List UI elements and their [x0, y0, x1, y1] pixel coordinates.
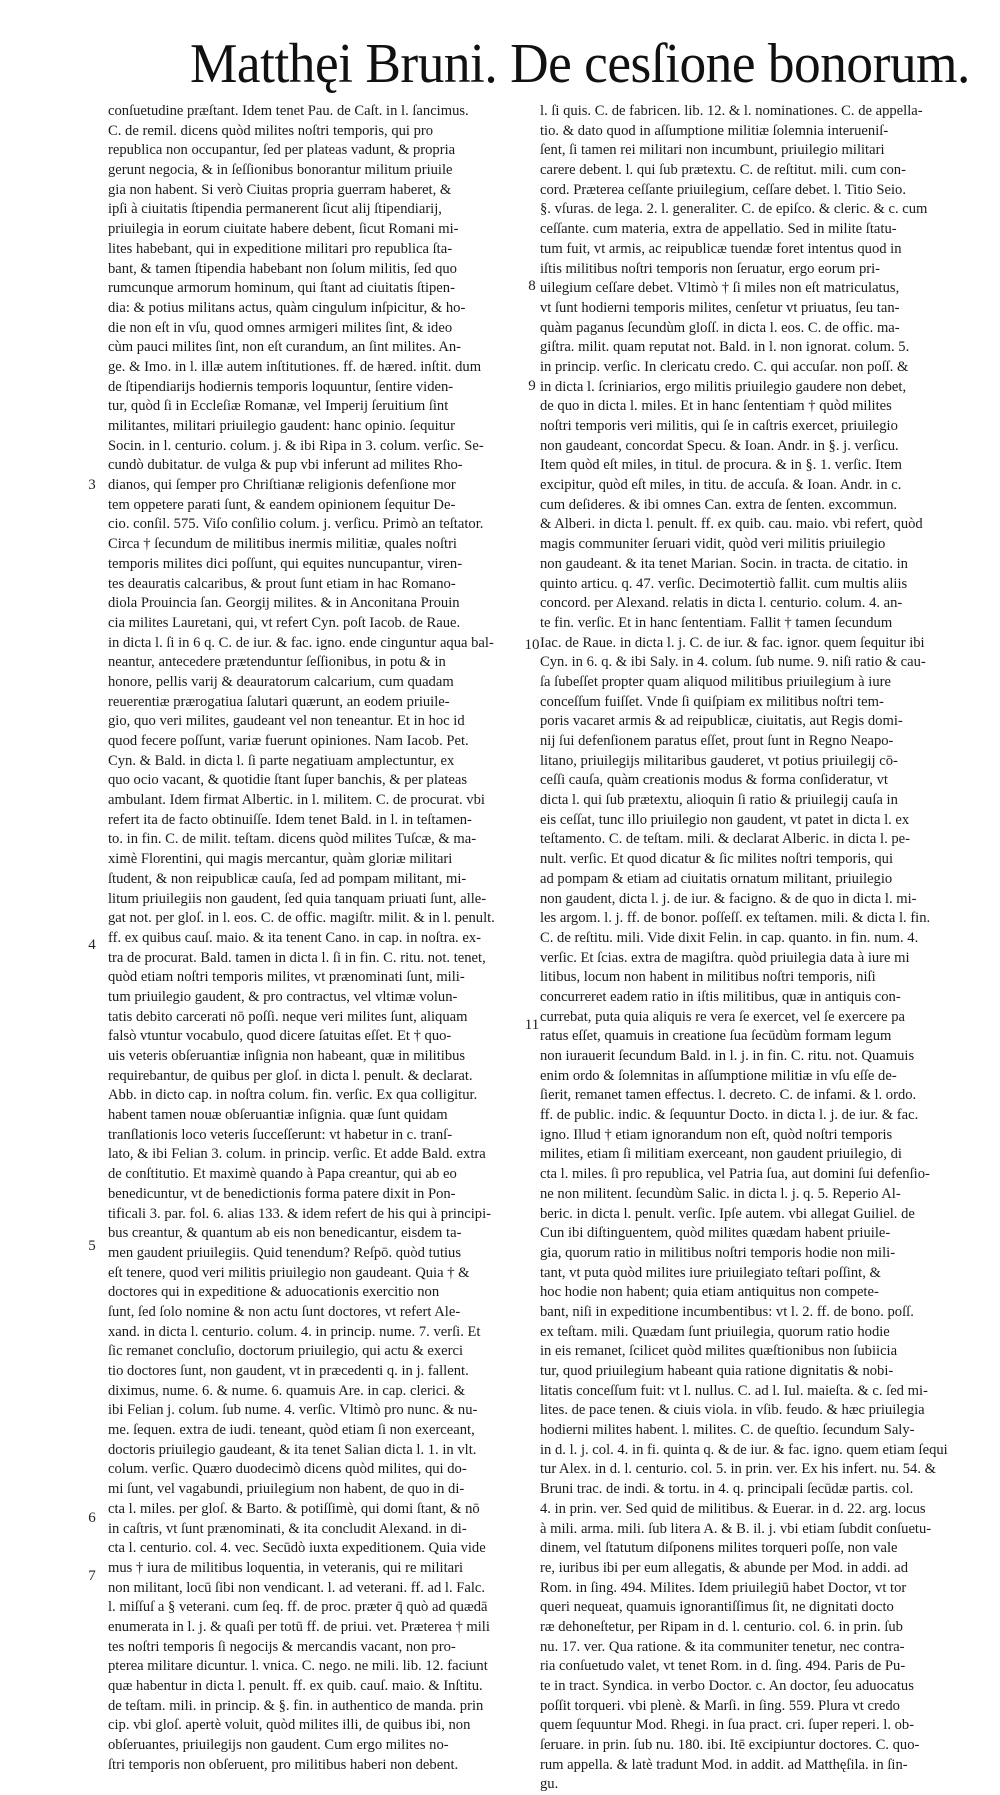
- text-line: obſeruantes, priuilegijs non gaudent. Cum ergo milites no-: [108, 1737, 449, 1754]
- text-line: dianos, qui ſemper pro Chriſtianæ religionis defenſione mor: [108, 477, 456, 494]
- text-line: cum deſideres. & ibi omnes Can. extra de ſenten. excommun.: [540, 496, 898, 513]
- text-line: de teſtam. mili. in princip. & §. fin. in authentico de manda. prin: [108, 1697, 484, 1714]
- text-line: bant, niſi in expeditione incumbentibus: vt l. 2. ff. de bono. poſſ.: [540, 1303, 914, 1320]
- text-line: quinto articu. q. 47. verſic. Decimotertiò fallit. cum multis aliis: [540, 575, 908, 592]
- text-line: poſſit torqueri. vbi plenè. & Marſi. in ſing. 559. Plura vt credo: [540, 1697, 900, 1714]
- text-line: in dicta l. ſi in 6 q. C. de iur. & fac. igno. ende cinguntur aqua bal-: [108, 634, 494, 651]
- text-line: ria conſuetudo valet, vt tenet Rom. in d. ſing. 494. Paris de Pu-: [540, 1658, 906, 1675]
- text-line: enim ordo & ſolemnitas in aſſumptione militiæ in vſu eſſe de-: [540, 1067, 897, 1084]
- text-line: C. de reſtitu. mili. Vide dixit Felin. in cap. quanto. in fin. num. 4.: [540, 929, 919, 946]
- text-line: neantur, antecedere prætenduntur ſeſſionibus, in potu & in: [108, 654, 446, 671]
- text-line: in princip. verſic. In clericatu credo. C. qui accuſar. non poſſ. &: [540, 358, 909, 375]
- text-line: ceſſi cauſa, quàm creationis modus & forma conſideratur, vt: [540, 772, 888, 789]
- text-line: beric. in dicta l. penult. verſic. Ipſe autem. vbi allegat Guiliel. de: [540, 1205, 915, 1222]
- text-line: Abb. in dicto cap. in noſtra colum. fin. verſic. Ex qua colligitur.: [108, 1087, 478, 1104]
- text-line: conceſſum fuiſſet. Vnde ſi quiſpiam ex militibus noſtri tem-: [540, 693, 884, 710]
- text-line: cta l. miles. per gloſ. & Barto. & potiſſimè, qui domi ſtant, & nō: [108, 1500, 480, 1517]
- text-line: currebat, puta quia aliquis re vera ſe exercet, vel ſe exercere pa: [540, 1008, 906, 1025]
- text-line: non iurauerit ſecundum Bald. in l. j. in fin. C. ritu. not. Quamuis: [540, 1048, 915, 1064]
- text-line: lites habebant, qui in expeditione militari pro republica ſta-: [108, 240, 453, 257]
- text-line: noſtri temporis veri militis, qui ſe in caſtris exercet, priuilegio: [540, 418, 898, 434]
- text-line: in d. l. j. col. 4. in fi. quinta q. & de iur. & fac. igno. quem etiam ſequi: [540, 1441, 948, 1458]
- text-line: tra de procurat. Bald. tamen in dicta l. ſi in fin. C. ritu. not. tenet,: [108, 949, 486, 966]
- text-line: ximè Florentini, qui magis mercantur, quàm gloriæ militari: [108, 851, 453, 868]
- text-line: reuerentiæ prærogatiua ſalutari quærunt, an eodem priuile-: [108, 693, 450, 710]
- text-line: tem oppetere parati ſunt, & eandem opinionem ſequitur De-: [108, 496, 456, 513]
- text-line: Socin. in l. centurio. colum. j. & ibi Ripa in 3. colum. verſic. Se-: [108, 437, 484, 454]
- text-line: 4. in prin. ver. Sed quid de militibus. & Euerar. in d. 22. arg. locus: [540, 1500, 926, 1517]
- text-line: in dicta l. ſcriniarios, ergo militis priuilegio gaudere non debet,: [540, 378, 907, 395]
- margin-number: 8: [528, 278, 536, 294]
- text-line: litum priuilegiis non gaudent, ſed quia tanquam priuati ſunt, alle-: [108, 890, 487, 907]
- text-line: quæ habentur in dicta l. penult. ff. ex quib. cauſ. maio. & Inſtitu.: [108, 1678, 483, 1694]
- text-line: litatis conceſſum fuit: vt l. nullus. C. ad l. Iul. maieſta. & c. ſed mi-: [540, 1382, 928, 1399]
- text-line: Rom. in ſing. 494. Milites. Idem priuilegiū habet Doctor, vt tor: [540, 1579, 907, 1596]
- text-line: tranſlationis loco veteris ſucceſſerunt: vt habetur in c. tranſ-: [108, 1126, 453, 1143]
- text-line: giſtra. milit. quam reputat not. Bald. in l. non ignorat. colum. 5.: [540, 339, 910, 356]
- text-line: te in tract. Syndica. in verbo Doctor. c. An doctor, ſeu aduocatus: [540, 1678, 914, 1694]
- text-line: teſtamento. C. de teſtam. mili. & declarat Alberic. in dicta l. pe-: [540, 831, 910, 848]
- text-line: tur, quòd ſi in Eccleſiæ Romanæ, vel Imperij ſeruitium ſint: [108, 398, 449, 415]
- running-header: Matthęi Bruni. De cesſione bonorum.: [190, 33, 970, 95]
- text-line: to. in fin. C. de milit. teſtam. dicens quòd milites Tuſcæ, & ma-: [108, 831, 477, 848]
- text-line: me. ſequen. extra de iudi. teneant, quòd etiam ſi non exerceant,: [108, 1422, 475, 1439]
- text-line: militantes, militari priuilegio gaudent: hanc opinio. ſequitur: [108, 418, 455, 434]
- text-line: re, iuribus ibi per eum allegatis, & abunde per Mod. in addi. ad: [540, 1559, 908, 1576]
- text-line: tur Alex. in d. l. centurio. col. 5. in prin. ver. Ex his infert. nu. 54. &: [540, 1461, 936, 1478]
- text-line: enumerata in l. j. & quaſi per totū ff. de priui. vet. Præterea † mili: [108, 1618, 490, 1635]
- text-line: non gaudeant. & ita tenet Marian. Socin. in tracta. de citatio. in: [540, 555, 908, 572]
- text-line: concord. per Alexand. relatis in dicta l. centurio. colum. 4. an-: [540, 595, 903, 612]
- text-line: igno. Illud † etiam ignorandum non eſt, quòd noſtri temporis: [540, 1126, 893, 1143]
- text-line: ff. ex quibus cauſ. maio. & ita tenent Cano. in cap. in noſtra. ex-: [108, 929, 481, 946]
- text-line: tificali 3. par. fol. 6. alias 133. & idem refert de his qui à principi-: [108, 1205, 491, 1222]
- text-line: concurreret eadem ratio in iſtis militibus, quæ in antiquis con-: [540, 988, 901, 1005]
- text-line: quod fecere poſſunt, variæ fuerunt opiniones. Nam Iacob. Pet.: [108, 733, 469, 749]
- text-line: §. vſuras. de lega. 2. l. generaliter. C. de epiſco. & cleric. & c. cum: [540, 201, 928, 218]
- text-line: diximus, nume. 6. & nume. 6. quamuis Are. in cap. clerici. &: [108, 1382, 466, 1399]
- text-line: benedicuntur, vt de benedictionis forma patere dixit in Pon-: [108, 1185, 456, 1202]
- text-line: ceſſante. cum materia, extra de appellatio. Sed in milite ſtatu-: [540, 221, 897, 238]
- text-line: non gaudent, dicta l. j. de iur. & facigno. & de quo in dicta l. mi-: [540, 890, 917, 907]
- text-line: quo ocio vacant, & quotidie ſtant ſuper banchis, & per plateas: [108, 772, 468, 789]
- text-line: ad pompam & etiam ad ciuitatis ornatum militant, priuilegio: [540, 870, 893, 887]
- text-line: eis ceſſat, tunc illo priuilegio non gaudent, vt patet in dicta l. ex: [540, 811, 910, 828]
- text-line: tio doctores ſunt, non gaudent, vt in præcedenti q. in j. fallent.: [108, 1363, 469, 1379]
- text-line: ſic remanet concluſio, doctorum priuilegio, qui actu & exerci: [108, 1343, 463, 1360]
- text-line: poris vacaret armis & ad reipublicæ, ciuitatis, aut Regis domi-: [540, 713, 903, 730]
- text-line: hoc hodie non habent; quia etiam antiquitus non compete-: [540, 1284, 879, 1301]
- margin-number: 10: [524, 637, 540, 653]
- text-line: doctores qui in expeditione & aduocationis exercitio non: [108, 1284, 440, 1301]
- text-line: bus creantur, & quantum ab eis non benedicantur, eisdem ta-: [108, 1225, 462, 1242]
- text-line: non militant, locū ſibi non vendicant. l. ad veterani. ff. ad l. Falc.: [108, 1579, 486, 1596]
- text-line: dinem, vel ſtatutum diſponens milites torqueri poſſe, non vale: [540, 1540, 898, 1557]
- text-line: carere debent. l. qui ſub prætextu. C. de reſtitut. mili. cum con-: [540, 162, 906, 179]
- text-line: Cyn. & Bald. in dicta l. ſi parte negatiuam amplectuntur, ex: [108, 752, 455, 769]
- text-line: mi ſunt, vel vagabundi, priuilegium non habent, de quo in di-: [108, 1481, 465, 1498]
- text-line: eſt tenere, quod veri militis priuilegio non gaudeant. Quia † &: [108, 1264, 470, 1281]
- text-line: conſuetudine præſtant. Idem tenet Pau. de Caſt. in l. ſancimus.: [108, 103, 469, 119]
- text-line: tum priuilegio gaudent, & pro contractus, vel vltimæ volun-: [108, 988, 458, 1005]
- text-line: gat not. per gloſ. in l. eos. C. de offic. magiſtr. milit. & in l. penult.: [108, 910, 495, 927]
- text-line: falsò vtuntur vocabulo, quod dicere ſatuitas eſſet. Et † quo-: [108, 1028, 452, 1045]
- text-line: quàm paganus ſecundùm gloſſ. in dicta l. eos. C. de offic. ma-: [540, 319, 900, 336]
- text-line: les argom. l. j. ff. de bonor. poſſeſſ. ex teſtamen. mili. & dicta l. fin.: [540, 910, 931, 927]
- text-line: ibi Felian j. colum. ſub nume. 4. verſic. Vltimò pro nunc. & nu-: [108, 1402, 478, 1419]
- margin-number: 4: [88, 937, 96, 953]
- text-line: colum. verſic. Quæro duodecimò dicens quòd milites, qui do-: [108, 1461, 467, 1478]
- text-line: tur, quod priuilegium habeant quia ratione dignitatis & nobi-: [540, 1363, 894, 1379]
- text-line: de conſtitutio. Et maximè quando à Papa creantur, qui ab eo: [108, 1166, 457, 1183]
- text-line: habent tamen nouæ obſeruantiæ inſignia. quæ ſunt quidam: [108, 1107, 448, 1124]
- text-line: Bruni trac. de indi. & tortu. in 4. q. principali ſecūdæ partis. col.: [540, 1481, 914, 1498]
- text-line: Cun ibi diſtinguentem, quòd milites quædam habent priuile-: [540, 1225, 891, 1242]
- text-line: ipſi à ciuitatis ſtipendia permanerent ſicut alij ſtipendiarij,: [108, 201, 442, 218]
- text-line: ambulant. Idem firmat Albertic. in l. militem. C. de procurat. vbi: [108, 792, 485, 809]
- text-line: excipitur, quòd eſt miles, in titu. de accuſa. & Ioan. Andr. in c.: [540, 477, 902, 494]
- text-line: milites, etiam ſi militiam exerceant, non gaudent priuilegio, di: [540, 1146, 902, 1163]
- margin-number: 3: [88, 477, 96, 493]
- text-line: tant, vt puta quòd milites iure priuilegiato teſtari poſſint, &: [540, 1264, 881, 1281]
- text-line: verſic. Et ſcias. extra de magiſtra. quòd priuilegia data à iure mi: [540, 949, 910, 966]
- text-line: ſa ſubeſſet propter quam aliquod militibus priuilegium à iure: [540, 673, 891, 690]
- margin-number: 9: [528, 378, 536, 394]
- text-line: ſunt, ſed ſolo nomine & non actu ſunt doctores, vt refert Ale-: [108, 1303, 461, 1320]
- text-line: cip. vbi gloſ. apertè voluit, quòd milites illi, de quibus ibi, non: [108, 1717, 471, 1734]
- text-line: gio, quo veri milites, gaudeant vel non teneantur. Et in hoc id: [108, 713, 465, 730]
- right-text-column: [540, 102, 970, 1795]
- text-line: tatis debito carcerati nō poſſi. neque veri milites ſunt, aliquam: [108, 1008, 468, 1025]
- text-line: ſtri temporis non obſeruent, pro militibus haberi non debent.: [108, 1756, 459, 1773]
- text-line: ſtudent, & non reipublicæ cauſa, ſed ad pompam militant, mi-: [108, 870, 467, 887]
- text-line: Cyn. in 6. q. & ibi Saly. in 4. colum. ſub nume. 9. niſi ratio & cau-: [540, 654, 926, 671]
- text-line: cia milites Lauretani, qui, vt refert Cyn. poſt Iacob. de Raue.: [108, 614, 461, 631]
- margin-number: 5: [88, 1238, 96, 1254]
- text-line: priuilegia in eorum ciuitate habere debent, ſicut Romani mi-: [108, 221, 459, 238]
- text-line: dia: & potius militans actus, quàm cingulum inſpicitur, & ho-: [108, 299, 466, 316]
- text-line: requirebantur, de quibus per gloſ. in dicta l. penult. & declarat.: [108, 1067, 473, 1084]
- text-line: in caſtris, vt ſunt prænominati, & ita concludit Alexand. in di-: [108, 1520, 467, 1537]
- text-line: litano, priuilegijs militaribus gauderet, vt potius priuilegij cō-: [540, 752, 898, 769]
- text-line: ff. de public. indic. & ſequuntur Docto. in dicta l. j. de iur. & fac.: [540, 1107, 919, 1124]
- text-line: litibus, locum non habent in militibus noſtri temporis, niſi: [540, 969, 876, 986]
- text-line: uilegium ceſſare debet. Vltimò † ſi miles non eſt matriculatus,: [540, 280, 900, 297]
- text-line: republica non occupantur, ſed per plateas vadunt, & propria: [108, 142, 456, 159]
- text-line: gia, quorum ratio in militibus noſtri temporis hodie non mili-: [540, 1244, 896, 1261]
- text-line: xand. in dicta l. centurio. colum. 4. in princip. nume. 7. verſi. Et: [108, 1323, 481, 1340]
- text-line: cord. Præterea ceſſante priuilegium, ceſſare debet. l. Titio Seio.: [540, 181, 906, 198]
- text-line: nult. verſic. Et quod dicatur & ſic milites noſtri temporis, qui: [540, 851, 894, 868]
- text-line: tio. & dato quod in aſſumptione militiæ ſolemnia interueniſ-: [540, 122, 889, 139]
- text-line: lites. de pace tenen. & ciuis viola. in vſib. feudo. & hæc priuilegia: [540, 1402, 925, 1419]
- text-line: Iac. de Raue. in dicta l. j. C. de iur. & fac. ignor. quem ſequitur ibi: [540, 634, 925, 651]
- text-line: gia non habent. Si verò Ciuitas propria guerram haberet, &: [108, 181, 452, 198]
- text-line: Item quòd eſt miles, in titul. de procura. & in §. 1. verſic. Item: [540, 457, 902, 474]
- text-line: uis veteris obſeruantiæ inſignia non habeant, quæ in militibus: [108, 1048, 466, 1064]
- text-line: de quo in dicta l. miles. Et in hanc ſententiam † quòd milites: [540, 398, 892, 415]
- text-line: non gaudeant, concordat Specu. & Ioan. Andr. in §. j. verſicu.: [540, 437, 899, 454]
- text-line: diola Prouincia ſan. Georgij milites. & in Anconitana Prouin: [108, 595, 460, 612]
- text-line: mus † iura de militibus loquentia, in veteranis, qui re militari: [108, 1559, 464, 1576]
- text-line: quem ſequuntur Mod. Rhegi. in ſua pract. cri. ſuper reperi. l. ob-: [540, 1717, 915, 1734]
- text-line: men gaudent priuilegiis. Quid tenendum? Reſpō. quòd tutius: [108, 1244, 462, 1261]
- text-line: nij ſui defenſionem paratus eſſet, prout ſunt in Regno Neapo-: [540, 733, 894, 749]
- left-text-column: [108, 102, 518, 1775]
- text-line: tes deauratis calcaribus, & prout ſunt etiam in hac Romano-: [108, 575, 456, 592]
- text-line: die non eſt in vſu, quod omnes armigeri milites ſint, & ideo: [108, 319, 453, 336]
- text-line: dicta l. qui ſub prætextu, alioquin ſi ratio & priuilegij cauſa in: [540, 792, 898, 809]
- text-line: lato, & ibi Felian 3. colum. in princip. verſic. Et adde Bald. extra: [108, 1146, 486, 1163]
- text-line: honore, pellis varij & deauratorum calcarium, cum quadam: [108, 673, 454, 690]
- text-line: bant, & tamen ſtipendia habebant non ſolum militis, ſed quo: [108, 260, 457, 277]
- text-line: à mili. arma. mili. ſub litera A. & B. il. j. vbi etiam ſubdit conſuetu-: [540, 1520, 932, 1537]
- text-line: cundò dubitatur. de vulga & pup vbi inferunt ad milites Rho-: [108, 457, 463, 474]
- text-line: ſierit, remanet tamen effectus. l. decreto. C. de infami. & l. ordo.: [540, 1087, 917, 1104]
- text-line: C. de remil. dicens quòd milites noſtri temporis, qui pro: [108, 122, 434, 139]
- text-line: nu. 17. ver. Qua ratione. & ita communiter tenetur, nec contra-: [540, 1638, 905, 1655]
- text-line: in eis remanet, ſcilicet quòd milites quæſtionibus non ſubiicia: [540, 1343, 898, 1360]
- text-line: l. ſi quis. C. de fabricen. lib. 12. & l. nominationes. C. de appella-: [540, 103, 923, 119]
- text-line: quòd etiam noſtri temporis milites, vt prænominati ſunt, mili-: [108, 969, 465, 986]
- text-line: cta l. centurio. col. 4. vec. Secūdò iuxta expeditionem. Quia vide: [108, 1540, 486, 1557]
- text-line: magis communiter ſeruari vidit, quòd veri militis priuilegio: [540, 536, 886, 553]
- margin-number: 6: [88, 1510, 96, 1526]
- text-line: pterea militare dicuntur. l. vnica. C. nego. ne mili. lib. 12. faciunt: [108, 1658, 488, 1675]
- text-line: iſtis militibus noſtri temporis non ſeruatur, ergo eorum pri-: [540, 260, 881, 277]
- text-line: cùm pauci milites ſint, non eſt curandum, an ſint milites. An-: [108, 339, 462, 356]
- text-line: ſeruare. in prin. ſub nu. 180. ibi. Itē excipiuntur doctores. C. quo-: [540, 1737, 920, 1754]
- text-line: ge. & Imo. in l. illæ autem inſtitutiones. ff. de hæred. inſtit. dum: [108, 358, 482, 375]
- text-line: tum fuit, vt armis, ac reipublicæ tuendæ foret intentus quod in: [540, 240, 902, 257]
- text-line: ne non militent. ſecundùm Salic. in dicta l. j. q. 5. Reperio Al-: [540, 1185, 901, 1202]
- text-line: refert ita de facto obtinuiſſe. Idem tenet Bald. in l. in teſtamen-: [108, 811, 472, 828]
- text-line: hodierni milites habent. l. milites. C. de queſtio. ſecundum Saly-: [540, 1422, 915, 1439]
- text-line: ratus eſſet, quamuis in creatione ſua ſecūdùm formam legum: [540, 1028, 892, 1045]
- text-line: cta l. miles. ſi pro republica, vel Patria ſua, aut domini ſui defenſio-: [540, 1166, 930, 1183]
- text-line: tes noſtri temporis ſi negocijs & mercandis vacant, non pro-: [108, 1638, 456, 1655]
- margin-number: 11: [524, 1017, 540, 1033]
- text-line: ſent, ſi tamen rei militari non incumbunt, priuilegio militari: [540, 142, 885, 159]
- text-line: ex teſtam. mili. Quædam ſunt priuilegia, quorum ratio hodie: [540, 1323, 890, 1340]
- text-line: de ſtipendiarijs hodiernis temporis loquuntur, ſentire viden-: [108, 378, 454, 395]
- text-line: l. miſſuſ a § veterani. cum ſeq. ff. de proc. præter q̄ quò ad quædā: [108, 1599, 488, 1616]
- text-line: vt ſunt hodierni temporis milites, cenſetur vt priuatus, ſeu tan-: [540, 299, 900, 316]
- text-line: ræ dehoneſtetur, per Ripam in d. l. centurio. col. 6. in prin. ſub: [540, 1618, 903, 1635]
- text-line: rumcunque armorum hominum, qui ſtant ad ciuitatis ſtipen-: [108, 280, 455, 297]
- text-line: cio. conſil. 575. Viſo conſilio colum. j. verſicu. Primò an teſtator.: [108, 516, 484, 533]
- text-line: Circa † ſecundum de militibus inermis militiæ, quales noſtri: [108, 536, 457, 553]
- text-line: temporis milites dici poſſunt, qui equites nuncupantur, viren-: [108, 555, 463, 572]
- text-line: te fin. verſic. Et in hanc ſententiam. Fallit † tamen ſecundum: [540, 614, 893, 631]
- text-line: rum appella. & latè tradunt Mod. in addit. ad Matthęſila. in ſin-: [540, 1756, 908, 1773]
- text-line: gu.: [540, 1776, 559, 1793]
- text-line: & Alberi. in dicta l. penult. ff. ex quib. cau. maio. vbi refert, quòd: [540, 516, 923, 533]
- text-line: doctoris priuilegio gaudeant, & ita tenet Salian dicta l. 1. in vlt.: [108, 1441, 477, 1458]
- text-line: queri nequeat, quamuis ignorantiſſimus ſit, ne dignitati docto: [540, 1599, 894, 1616]
- margin-number: 7: [88, 1568, 96, 1584]
- text-line: gerunt negocia, & in ſeſſionibus bonorantur militum priuile: [108, 162, 453, 179]
